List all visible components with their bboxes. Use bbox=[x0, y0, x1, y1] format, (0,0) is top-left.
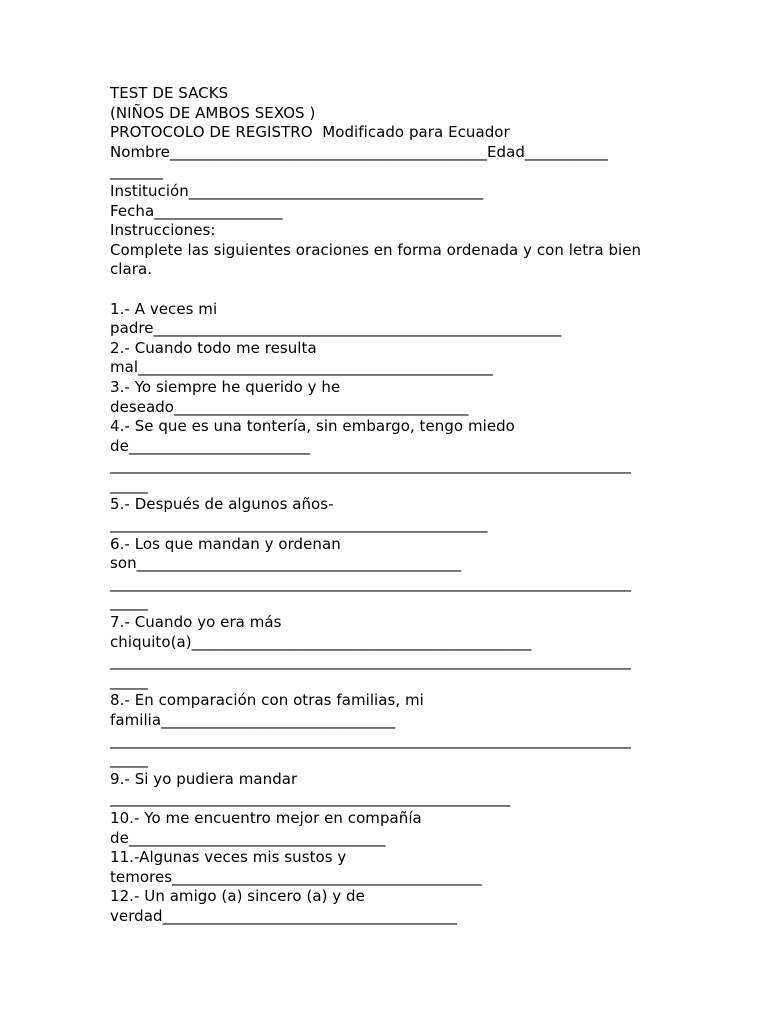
sentence-item bbox=[110, 300, 670, 339]
sentence-item bbox=[110, 770, 670, 809]
sentence-prompt: 9.- Si yo pudiera mandar bbox=[110, 769, 298, 788]
sentence-prompt: 12.- Un amigo (a) sincero (a) y de bbox=[110, 887, 365, 906]
sentence-prompt: 6.- Los que mandan y ordenan bbox=[110, 534, 341, 553]
sentence-prompt: 8.- En comparación con otras familias, mi bbox=[110, 691, 424, 710]
date-field[interactable]: Fecha_________________ bbox=[110, 201, 283, 220]
sentence-item bbox=[110, 848, 670, 887]
document-subtitle: (NIÑOS DE AMBOS SEXOS ) bbox=[110, 103, 316, 122]
sentence-prompt: 2.- Cuando todo me resulta bbox=[110, 338, 317, 357]
answer-line[interactable]: de________________________ bbox=[110, 436, 311, 455]
name-age-field-wrap[interactable]: _______ bbox=[110, 162, 163, 181]
answer-line[interactable]: _____ bbox=[110, 750, 148, 769]
answer-line[interactable]: _____ bbox=[110, 593, 148, 612]
answer-line[interactable]: son___________________________________________ bbox=[110, 554, 462, 573]
instructions-label: Instrucciones: bbox=[110, 221, 216, 240]
answer-line[interactable]: deseado_______________________________________ bbox=[110, 397, 469, 416]
sentence-item bbox=[110, 535, 670, 613]
sentence-prompt: 5.- Después de algunos años- bbox=[110, 495, 334, 514]
answer-line[interactable]: _____________________________________________________ bbox=[110, 789, 511, 808]
sentence-prompt: 3.- Yo siempre he querido y he bbox=[110, 377, 341, 396]
institution-field[interactable]: Institución_______________________________________ bbox=[110, 181, 484, 200]
answer-line[interactable]: familia_______________________________ bbox=[110, 711, 396, 729]
answer-line[interactable]: _____________________________________________________________________ bbox=[110, 573, 631, 592]
answer-line[interactable]: temores_________________________________________ bbox=[110, 867, 482, 886]
sentence-prompt: 7.- Cuando yo era más bbox=[110, 613, 282, 632]
sentence-item bbox=[110, 887, 670, 926]
instructions-text-wrap: clara. bbox=[110, 260, 153, 279]
sentence-items-list bbox=[110, 300, 670, 927]
name-age-field[interactable]: Nombre__________________________________________Edad___________ bbox=[110, 142, 608, 161]
answer-line[interactable]: chiquito(a)_____________________________________________ bbox=[110, 632, 532, 651]
answer-line[interactable]: verdad_______________________________________ bbox=[110, 906, 457, 925]
answer-line[interactable]: __________________________________________________ bbox=[110, 515, 488, 534]
document-title: TEST DE SACKS bbox=[110, 84, 229, 102]
protocol-heading: PROTOCOLO DE REGISTRO Modificado para Ecuador bbox=[110, 123, 510, 142]
answer-line[interactable]: _____________________________________________________________________ bbox=[110, 652, 631, 671]
sentence-item bbox=[110, 339, 670, 378]
sentence-item bbox=[110, 613, 670, 691]
answer-line[interactable]: _____ bbox=[110, 671, 148, 690]
answer-line[interactable]: mal_______________________________________________ bbox=[110, 358, 493, 377]
sentence-item bbox=[110, 691, 670, 769]
sentence-item bbox=[110, 495, 670, 534]
answer-line[interactable]: _____________________________________________________________________ bbox=[110, 456, 631, 475]
answer-line[interactable]: de__________________________________ bbox=[110, 828, 386, 847]
sentence-item bbox=[110, 378, 670, 417]
sentence-item bbox=[110, 809, 670, 848]
sentence-prompt: 1.- A veces mi bbox=[110, 299, 218, 318]
sentence-prompt: 10.- Yo me encuentro mejor en compañía bbox=[110, 808, 422, 827]
sentence-prompt: 4.- Se que es una tontería, sin embargo, tengo miedo bbox=[110, 417, 515, 436]
document-page bbox=[110, 84, 670, 927]
sentence-item bbox=[110, 417, 670, 495]
sentence-prompt: 11.-Algunas veces mis sustos y bbox=[110, 848, 347, 867]
answer-line[interactable]: padre______________________________________________________ bbox=[110, 319, 562, 338]
answer-line[interactable]: _____ bbox=[110, 475, 148, 494]
answer-line[interactable]: _____________________________________________________________________ bbox=[110, 730, 631, 749]
spacer bbox=[110, 280, 670, 300]
instructions-text: Complete las siguientes oraciones en forma ordenada y con letra bien bbox=[110, 240, 642, 259]
